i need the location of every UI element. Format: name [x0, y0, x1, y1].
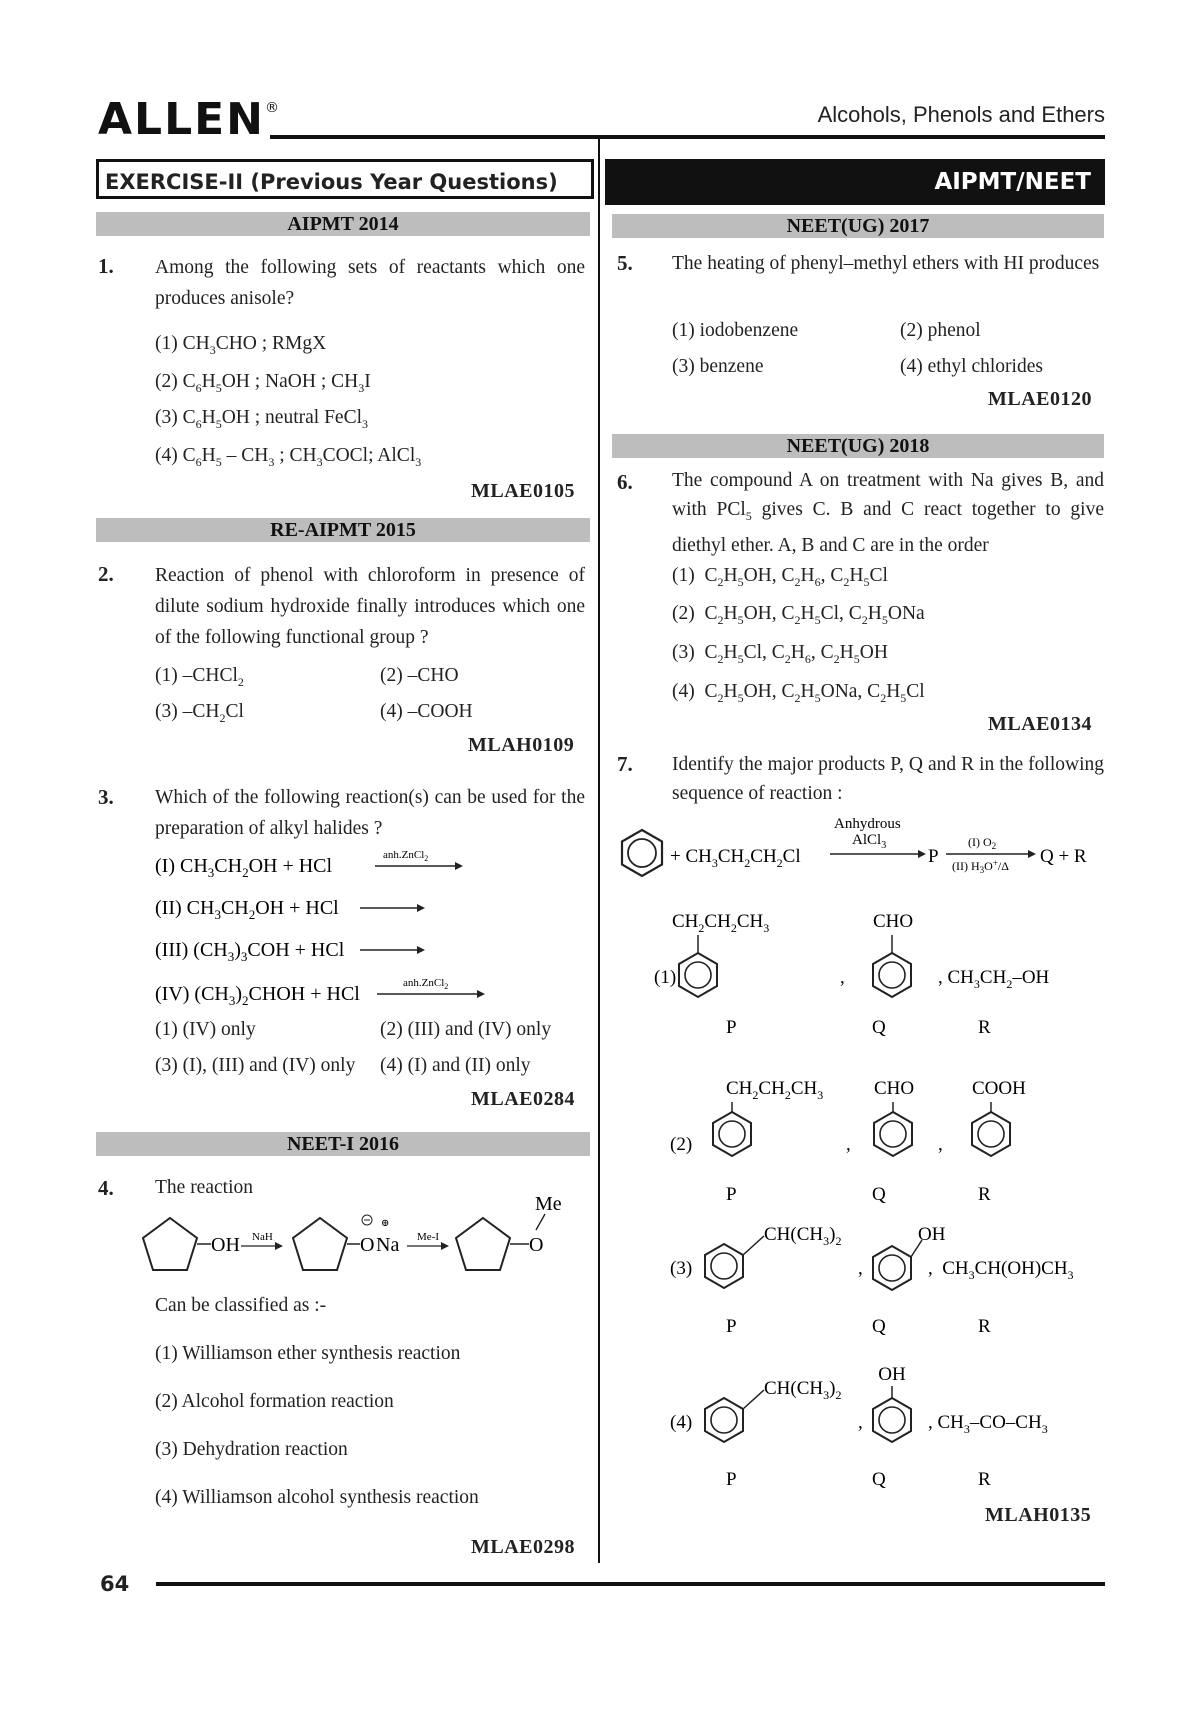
- question-4-option: (4) Williamson alcohol synthesis reaction: [155, 1487, 479, 1508]
- svg-text:P: P: [726, 1316, 737, 1337]
- question-3-option: (1) (IV) only: [155, 1019, 256, 1040]
- question-3-option: (4) (I) and (II) only: [380, 1055, 531, 1076]
- question-5-option: (1) iodobenzene: [672, 320, 799, 341]
- question-6-option: (1) $C_2H_5OH$, $C_2H_6$, $C_2H_5Cl$: [672, 565, 888, 589]
- question-number: 2.: [98, 562, 114, 586]
- question-5-stem: The heating of phenyl–methyl ethers with HI produces: [672, 253, 1100, 274]
- section-aipmt-2014: AIPMT 2014: [96, 212, 590, 236]
- column-divider: [598, 139, 600, 1563]
- svg-text:P: P: [726, 1184, 737, 1205]
- svg-text:O: O: [529, 1234, 544, 1256]
- svg-text:(1): (1): [654, 967, 677, 988]
- svg-text:CHO: CHO: [873, 911, 914, 932]
- question-number: 1.: [98, 254, 114, 278]
- question-2-stem: Reaction of phenol with chloroform in presence of dilute sodium hydroxide finally introduces which one of the following functional group ?: [155, 565, 585, 648]
- svg-text:O: O: [360, 1234, 375, 1256]
- svg-text:Q: Q: [872, 1184, 886, 1205]
- svg-text:,: ,: [846, 1134, 851, 1155]
- question-1-option: (4) $C_6H_5 - CH_3$ ; $CH_3COCl$; AlCl$_3$: [155, 445, 422, 469]
- question-4-option: (1) Williamson ether synthesis reaction: [155, 1343, 461, 1364]
- section-neet-ug-2018: NEET(UG) 2018: [612, 434, 1104, 458]
- question-1-stem: Among the following sets of reactants which one produces anisole?: [155, 257, 585, 309]
- svg-text:(IV) (CH3)2CHOH + HCl: (IV) $(CH_3)_2CHOH$ + HCl: [155, 983, 360, 1008]
- question-code: MLAE0284: [471, 1088, 575, 1110]
- svg-text:NaH: NaH: [252, 1231, 273, 1243]
- question-7-stem: Identify the major products P, Q and R in the following sequence of reaction :: [672, 754, 1104, 804]
- question-4-stem: The reaction: [155, 1177, 253, 1198]
- svg-text:Q + R: Q + R: [1040, 846, 1087, 867]
- question-number: 3.: [98, 785, 114, 809]
- question-number: 6.: [617, 470, 633, 494]
- question-code: MLAE0105: [471, 480, 575, 502]
- question-3-reactions: [155, 848, 495, 1023]
- q7-option-1: [654, 905, 1105, 1040]
- section-neet-ug-2017: NEET(UG) 2017: [612, 214, 1104, 238]
- svg-text:Me-I: Me-I: [417, 1231, 439, 1243]
- section-re-aipmt-2015: RE-AIPMT 2015: [96, 518, 590, 542]
- question-code: MLAE0298: [471, 1536, 575, 1558]
- question-4-option: (3) Dehydration reaction: [155, 1439, 348, 1460]
- svg-text:R: R: [978, 1469, 991, 1490]
- svg-text:Me: Me: [535, 1193, 562, 1215]
- svg-text:(I) O2: (I) $O_2$: [968, 835, 997, 851]
- svg-text:, CH3CH(OH)CH3: , $CH_3CH(OH)CH_3$: [928, 1258, 1074, 1282]
- question-6-stem: The compound A on treatment with Na gives B, and with PCl$_5$ gives C. B and C react together to give diethyl ether. A, B and C are in the order: [672, 470, 1105, 556]
- svg-text:CH2CH2CH3: $CH_2CH_2CH_3$: [672, 911, 770, 935]
- svg-text:(4): (4): [670, 1412, 693, 1433]
- svg-text:, CH3CH2–OH: , $CH_3CH_2-OH$: [938, 967, 1050, 991]
- svg-text:Q: Q: [872, 1316, 886, 1337]
- question-code: MLAE0134: [988, 713, 1092, 735]
- svg-text:,: ,: [938, 1134, 943, 1155]
- svg-text:P: P: [928, 846, 939, 867]
- svg-text:+ CH3CH2CH2Cl: + $CH_3CH_2CH_2Cl$: [670, 846, 801, 870]
- question-3-option: (2) (III) and (IV) only: [380, 1019, 552, 1040]
- svg-text:CHO: CHO: [874, 1078, 915, 1099]
- svg-text:R: R: [978, 1184, 991, 1205]
- svg-text:anh.ZnCl2: anh.ZnCl$_2$: [383, 849, 429, 863]
- question-number: 4.: [98, 1176, 114, 1200]
- svg-text:(III) (CH3)3COH + HCl: (III) $(CH_3)_3COH$ + HCl: [155, 939, 345, 964]
- svg-text:, CH3–CO–CH3: , $CH_3-CO-CH_3$: [928, 1412, 1048, 1436]
- svg-text:(2): (2): [670, 1134, 693, 1155]
- svg-text:Q: Q: [872, 1469, 886, 1490]
- svg-text:AlCl3: AlCl$_3$: [852, 832, 887, 851]
- question-1-option: (1) $CH_3CHO$ ; RMgX: [155, 333, 327, 357]
- q7-option-4: [660, 1362, 1105, 1497]
- svg-text:⊕: ⊕: [381, 1218, 390, 1229]
- footer-rule: [156, 1582, 1105, 1586]
- question-2-option: (4) –COOH: [380, 701, 473, 722]
- svg-text:Q: Q: [872, 1017, 886, 1038]
- question-2-option: (1) –CHCl$_2$: [155, 665, 244, 689]
- svg-text:OH: OH: [918, 1224, 946, 1245]
- svg-text:Na: Na: [376, 1234, 400, 1256]
- question-3-option: (3) (I), (III) and (IV) only: [155, 1055, 356, 1076]
- question-code: MLAE0120: [988, 388, 1092, 410]
- svg-text:,: ,: [840, 967, 845, 988]
- svg-text:(3): (3): [670, 1258, 693, 1279]
- svg-text:R: R: [978, 1017, 991, 1038]
- q7-option-3: [660, 1222, 1105, 1342]
- svg-text:CH2CH2CH3: $CH_2CH_2CH_3$: [726, 1078, 824, 1102]
- q7-option-2: [660, 1072, 1105, 1207]
- svg-text:COOH: COOH: [972, 1078, 1026, 1099]
- question-1-option: (2) $C_6H_5OH$ ; NaOH ; $CH_3I$: [155, 371, 371, 395]
- svg-text:OH: OH: [211, 1234, 240, 1256]
- question-2-option: (2) –CHO: [380, 665, 459, 686]
- question-code: MLAH0109: [468, 734, 575, 756]
- williamson-scheme: [135, 1193, 595, 1291]
- svg-text:R: R: [978, 1316, 991, 1337]
- svg-text:,: ,: [858, 1258, 863, 1279]
- question-6-option: (3) $C_2H_5Cl$, $C_2H_6$, $C_2H_5OH$: [672, 642, 888, 666]
- question-number: 5.: [617, 251, 633, 275]
- svg-text:(II) H3O+/Δ: (II) $H_3O^+/\Delta$: [952, 858, 1009, 875]
- svg-text:anh.ZnCl2: anh.ZnCl$_2$: [403, 977, 449, 991]
- question-4-option: (2) Alcohol formation reaction: [155, 1391, 394, 1412]
- q7-reaction-scheme: [612, 812, 1107, 892]
- question-5-option: (2) phenol: [900, 320, 981, 341]
- svg-text:Anhydrous: Anhydrous: [834, 816, 901, 832]
- question-4-classified: Can be classified as :-: [155, 1295, 327, 1316]
- question-6-option: (2) $C_2H_5OH$, $C_2H_5Cl$, $C_2H_5ONa$: [672, 603, 925, 627]
- section-neet-i-2016: NEET-I 2016: [96, 1132, 590, 1156]
- exercise-title: EXERCISE-II (Previous Year Questions): [96, 159, 594, 199]
- svg-text:P: P: [726, 1469, 737, 1490]
- exam-tag: AIPMT/NEET: [605, 159, 1105, 205]
- header-rule: [270, 135, 1105, 139]
- svg-text:OH: OH: [878, 1364, 906, 1385]
- question-2-option: (3) $-CH_2Cl$: [155, 701, 244, 725]
- page-number: 64: [100, 1572, 130, 1596]
- question-1-option: (3) $C_6H_5OH$ ; neutral FeCl$_3$: [155, 407, 368, 431]
- question-5-option: (4) ethyl chlorides: [900, 356, 1043, 377]
- svg-text:CH(CH3)2: $CH(CH_3)_2$: [764, 1224, 842, 1248]
- allen-logo: ALLEN®: [98, 94, 282, 145]
- question-3-stem: Which of the following reaction(s) can be used for the preparation of alkyl halides ?: [155, 787, 585, 839]
- svg-text:CH(CH3)2: $CH(CH_3)_2$: [764, 1378, 842, 1402]
- svg-text:(I) CH3CH2OH + HCl: (I) $CH_3CH_2OH$ + HCl: [155, 855, 333, 880]
- chapter-title: Alcohols, Phenols and Ethers: [817, 102, 1105, 127]
- svg-text:P: P: [726, 1017, 737, 1038]
- svg-text:(II) CH3CH2OH + HCl: (II) $CH_3CH_2OH$ + HCl: [155, 897, 339, 922]
- question-6-option: (4) $C_2H_5OH$, $C_2H_5ONa$, $C_2H_5Cl$: [672, 681, 925, 705]
- question-number: 7.: [617, 752, 633, 776]
- svg-text:,: ,: [858, 1412, 863, 1433]
- question-code: MLAH0135: [985, 1504, 1092, 1526]
- question-5-option: (3) benzene: [672, 356, 764, 377]
